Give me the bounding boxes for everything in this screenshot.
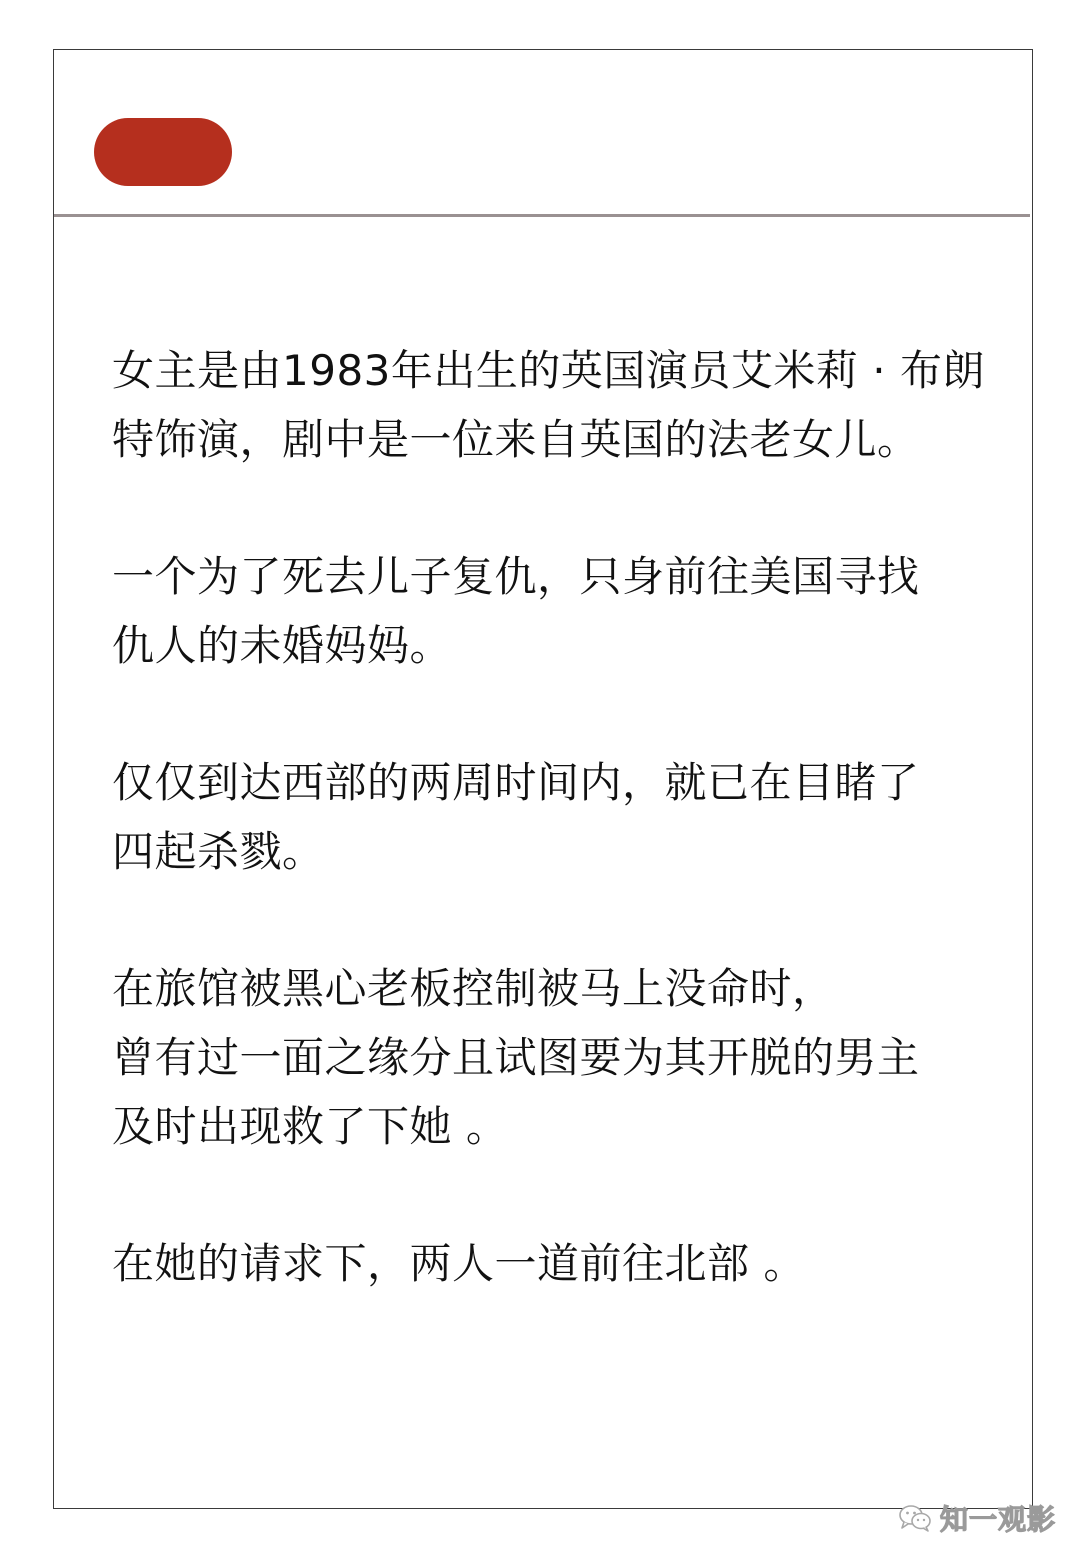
watermark-text: 知一观影 xyxy=(940,1503,1057,1536)
paragraph-line: 仅仅到达西部的两周时间内，就已在目睹了 xyxy=(112,758,920,807)
paragraph-line: 仇人的未婚妈妈。 xyxy=(112,621,453,670)
paragraph-line: 曾有过一面之缘分且试图要为其开脱的男主 xyxy=(112,1033,920,1082)
paragraph xyxy=(112,542,992,680)
article-body xyxy=(112,336,992,1366)
paragraph xyxy=(112,336,992,474)
paragraph-line: 特饰演，剧中是一位来自英国的法老女儿。 xyxy=(112,415,920,464)
paragraph-line: 及时出现救了下她 。 xyxy=(112,1102,509,1151)
wechat-icon xyxy=(898,1503,932,1533)
paragraph-line: 四起杀戮。 xyxy=(112,827,325,876)
paragraph xyxy=(112,748,992,886)
paragraph xyxy=(112,954,992,1161)
header-badge xyxy=(94,118,232,186)
paragraph xyxy=(112,1229,992,1298)
watermark xyxy=(898,1500,1056,1536)
paragraph-line: 在旅馆被黑心老板控制被马上没命时， xyxy=(112,964,835,1013)
header-divider xyxy=(54,214,1030,217)
paragraph-line: 在她的请求下，两人一道前往北部 。 xyxy=(112,1239,806,1288)
paragraph-line: 一个为了死去儿子复仇，只身前往美国寻找 xyxy=(112,552,920,601)
article-card xyxy=(53,49,1033,1509)
paragraph-line: 女主是由1983年出生的英国演员艾米莉 · 布朗 xyxy=(112,346,985,395)
